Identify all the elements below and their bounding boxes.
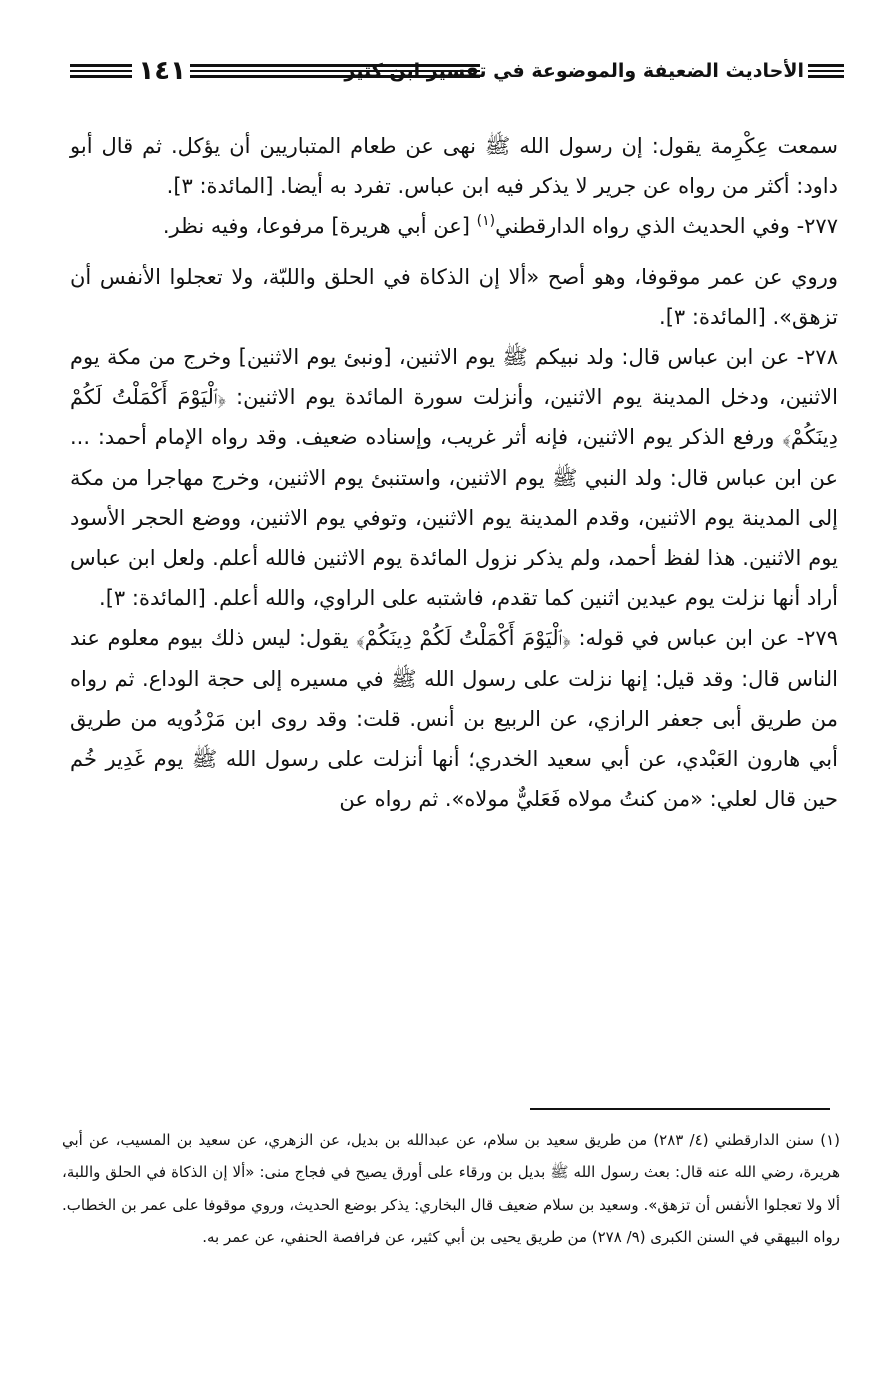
running-header (60, 56, 840, 90)
header-rule-left (70, 64, 132, 80)
hadith-277-continuation: [عن أبي هريرة] مرفوعا، وفيه نظر. (162, 214, 477, 239)
main-text (70, 126, 838, 819)
footnote-reference[interactable]: (١) (476, 213, 496, 230)
paragraph-hadith-277 (70, 206, 838, 246)
header-rule-right (808, 64, 844, 80)
paragraph-1: سمعت عِكْرِمة يقول: إن رسول الله ﷺ نهى عن طعام المتباريين أن يؤكل. ثم قال أبو داود: أكثر من رواه عن جرير لا يذكر فيه ابن عباس. تفرد به أيضا. [المائدة: ٣]. (70, 134, 838, 199)
footnotes (62, 1124, 840, 1254)
page-number: ١٤١ (138, 56, 186, 86)
paragraph-hadith-279: ٢٧٩- عن ابن عباس في قوله: ﴿ٱلْيَوْمَ أَكْمَلْتُ لَكُمْ دِينَكُمْ﴾ يقول: ليس ذلك بيوم معلوم عند الناس قال: وقد قيل: إنها نزلت على رسول الله ﷺ في مسيره إلى حجة الوداع. ثم رواه من طريق أبى جعفر الرازي، عن الربيع بن أنس. قلت: وقد روى ابن مَرْدُويه من طريق أبي هارون العَبْدي، عن أبي سعيد الخدري؛ أنها أنزلت على رسول الله ﷺ يوم غَدِير خُم حين قال لعلي: «من كنتُ مولاه فَعَليٌّ مولاه». ثم رواه عن (70, 626, 838, 812)
footnote-1: (١) سنن الدارقطني (٤/ ٢٨٣) من طريق سعيد بن سلام، عن عبدالله بن بديل، عن الزهري، عن سعيد بن المسيب، عن أبي هريرة، رضي الله عنه قال: بعث رسول الله ﷺ بديل بن ورقاء على أورق يصيح في فجاج منى: «ألا إن الذكاة في الحلق واللبة، ألا ولا تعجلوا الأنفس أن تزهق». وسعيد بن سلام ضعيف قال البخاري: يذكر بوضع الحديث، وروي موقوفا على عمر بن الخطاب. رواه البيهقي في السنن الكبرى (٩/ ٢٧٨) من طريق يحيى بن أبي كثير، عن فرافصة الحنفي، عن عمر به. (62, 1131, 840, 1247)
hadith-277-text: ٢٧٧- وفي الحديث الذي رواه الدارقطني (495, 214, 838, 239)
running-title: الأحاديث الضعيفة والموضوعة في تفسير ابن كثير (344, 60, 804, 82)
paragraph-omar-narration: وروي عن عمر موقوفا، وهو أصح «ألا إن الذكاة في الحلق واللبّة، ولا تعجلوا الأنفس أن تزهق». [المائدة: ٣]. (70, 264, 838, 329)
paragraph-hadith-278: ٢٧٨- عن ابن عباس قال: ولد نبيكم ﷺ يوم الاثنين، [ونبئ يوم الاثنين] وخرج من مكة يوم الاثنين، ودخل المدينة يوم الاثنين، وأنزلت سورة المائدة يوم الاثنين: ﴿ٱلْيَوْمَ أَكْمَلْتُ لَكُمْ دِينَكُمْ﴾ ورفع الذكر يوم الاثنين، فإنه أثر غريب، وإسناده ضعيف. وقد رواه الإمام أحمد: ... عن ابن عباس قال: ولد النبي ﷺ يوم الاثنين، واستنبئ يوم الاثنين، وخرج مهاجرا من مكة إلى المدينة يوم الاثنين، وقدم المدينة يوم الاثنين، وتوفي يوم الاثنين، ووضع الحجر الأسود يوم الاثنين. هذا لفظ أحمد، ولم يذكر نزول المائدة يوم الاثنين فالله أعلم. ولعل ابن عباس أراد أنها نزلت يوم عيدين اثنين كما تقدم، فاشتبه على الراوي، والله أعلم. [المائدة: ٣]. (70, 345, 838, 611)
footnote-separator (530, 1108, 830, 1110)
